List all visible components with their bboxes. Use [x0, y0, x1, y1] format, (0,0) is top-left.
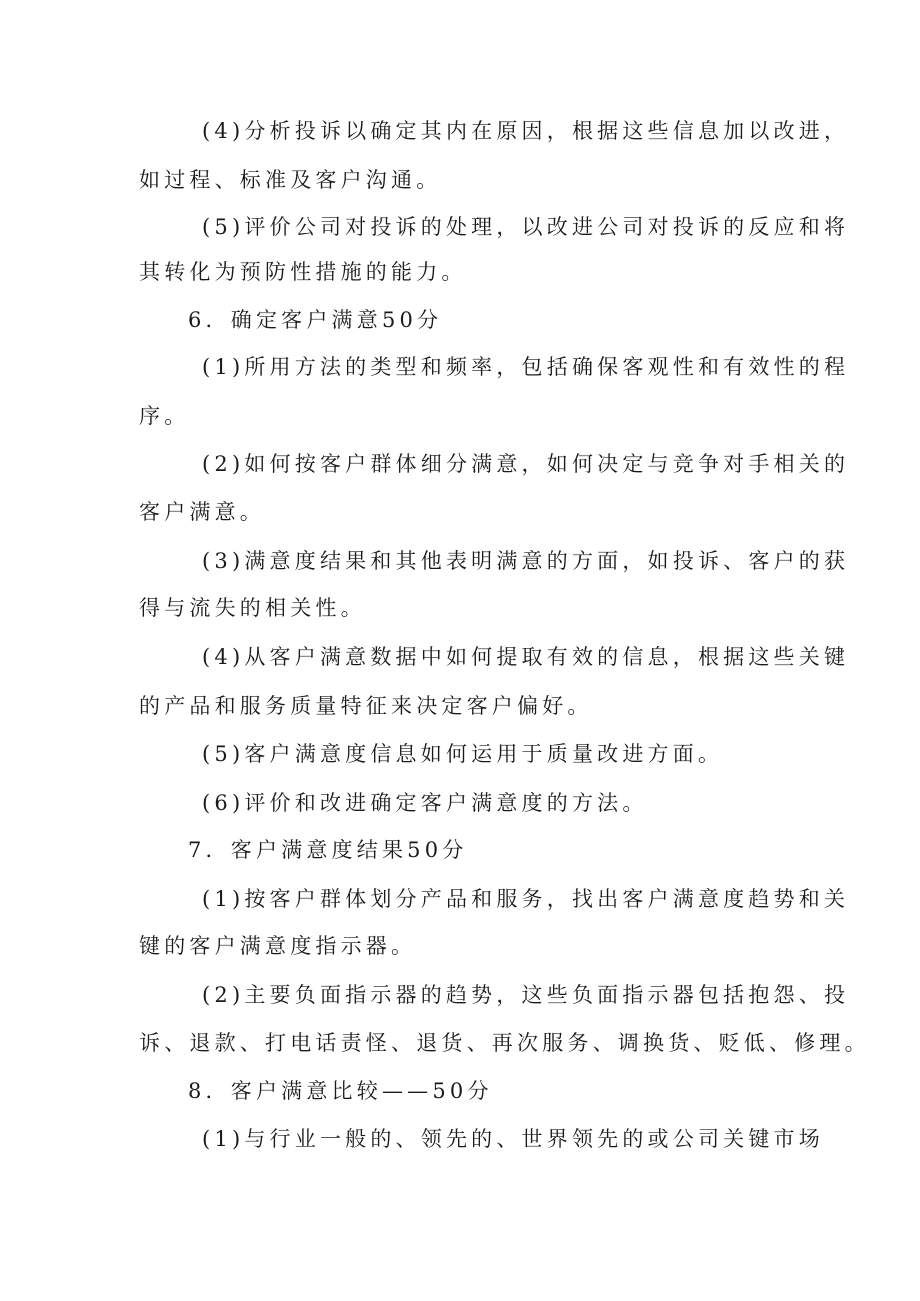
- paragraph-line: (1)按客户群体划分产品和服务，找出客户满意度趋势和关: [202, 887, 850, 911]
- paragraph-line: (4)分析投诉以确定其内在原因，根据这些信息加以改进，: [202, 119, 850, 143]
- paragraph-line: (1)所用方法的类型和频率，包括确保客观性和有效性的程: [202, 355, 850, 379]
- paragraph-line: 如过程、标准及客户沟通。: [139, 168, 442, 192]
- paragraph-line: (1)与行业一般的、领先的、世界领先的或公司关键市场: [202, 1127, 824, 1151]
- paragraph-line: 序。: [139, 404, 190, 428]
- paragraph-line: (5)客户满意度信息如何运用于质量改进方面。: [202, 742, 724, 766]
- paragraph-line: (3)满意度结果和其他表明满意的方面，如投诉、客户的获: [202, 549, 850, 573]
- paragraph-line: 键的客户满意度指示器。: [139, 934, 417, 958]
- section-heading: 7．客户满意度结果50分: [188, 838, 468, 862]
- paragraph-line: (6)评价和改进确定客户满意度的方法。: [202, 791, 648, 815]
- paragraph-line: 客户满意。: [139, 500, 265, 524]
- paragraph-line: 得与流失的相关性。: [139, 596, 366, 620]
- paragraph-line: 诉、退款、打电话责怪、退货、再次服务、调换货、贬低、修理。: [139, 1031, 870, 1055]
- paragraph-line: (2)主要负面指示器的趋势，这些负面指示器包括抱怨、投: [202, 983, 850, 1007]
- paragraph-line: (5)评价公司对投诉的处理，以改进公司对投诉的反应和将: [202, 215, 850, 239]
- paragraph-line: (2)如何按客户群体细分满意，如何决定与竞争对手相关的: [202, 452, 850, 476]
- section-heading: 6．确定客户满意50分: [188, 308, 443, 332]
- paragraph-line: 的产品和服务质量特征来决定客户偏好。: [139, 694, 593, 718]
- paragraph-line: 其转化为预防性措施的能力。: [139, 260, 467, 284]
- section-heading: 8．客户满意比较——50分: [188, 1079, 493, 1103]
- paragraph-line: (4)从客户满意数据中如何提取有效的信息，根据这些关键: [202, 645, 850, 669]
